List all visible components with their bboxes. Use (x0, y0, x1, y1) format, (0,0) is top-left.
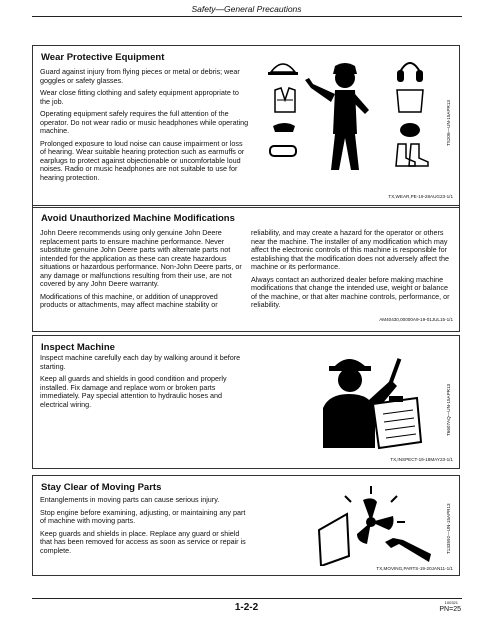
paragraph: Keep all guards and shields in good condition and properly installed. Fix damage and replace worn or broken parts immediately. Pay special attention to hydraulic hoses and electrical wiring. (40, 374, 227, 409)
reference-code: TX,WEAR,PE-19-28AUG23-1/1 (388, 194, 453, 199)
section-body-left (40, 229, 246, 314)
section-title: Stay Clear of Moving Parts (41, 482, 162, 493)
reference-code: TX,MOVING,PARTS-19-20JAN11-1/1 (376, 566, 453, 571)
paragraph: Prolonged exposure to loud noise can cause impairment or loss of hearing. Wear suitable hearing protection such as earmuffs or earplugs to protect against objectionable or uncomfortable loud noises. Radio or music headphones are not suitable to use for hearing protection. (40, 138, 245, 182)
header-rule (32, 16, 462, 17)
section-body-right (251, 229, 455, 314)
paragraph: Inspect machine carefully each day by walking around it before starting. (40, 353, 241, 371)
paragraph: Modifications of this machine, or addition of unapproved products or attachments, may affect machine stability or (40, 291, 218, 309)
inspect-machine-section (32, 335, 460, 469)
paragraph: John Deere recommends using only genuine John Deere replacement parts to ensure machine performance. Never substitute genuine John Deere parts with alternate parts not intended for the application as these can create hazardous situations or hazardous performance. Non-John Deere parts, or any damage or malfunctions resulting from their use, are not covered by any John Deere warranty. (40, 228, 242, 288)
paragraph: Wear close fitting clothing and safety equipment appropriate to the job. (40, 88, 239, 106)
moving-parts-illustration (313, 482, 431, 566)
illustration-code: T6607AQ—UN‐15APR13 (446, 383, 451, 436)
wear-protective-section (32, 45, 460, 208)
page-number: 1-2-2 (234, 602, 259, 613)
paragraph: Operating equipment safely requires the full attention of the operator. Do not wear radio or music headphones while operating machine. (40, 109, 249, 135)
section-title: Inspect Machine (41, 342, 115, 353)
pn-label: PN=25 (439, 606, 461, 613)
inspector-illustration (309, 344, 429, 452)
section-title: Avoid Unauthorized Machine Modifications (41, 213, 235, 224)
section-body (40, 354, 252, 413)
paragraph: reliability, and may create a hazard for the operator or others near the machine. The installer of any modification which may affect the electronic controls of this machine is responsible for establishing that the modification does not adversely affect the machine or its performance. (251, 228, 450, 271)
illustration-code: TS206—UN‐15APR13 (446, 100, 451, 146)
page-header: Safety—General Precautions (191, 4, 302, 14)
paragraph: Stop engine before examining, adjusting, or maintaining any part of machine with moving parts. (40, 507, 246, 525)
footer-rule (32, 598, 462, 599)
section-body (40, 496, 252, 559)
paragraph: Guard against injury from flying pieces or metal or debris; wear goggles or safety glasses. (40, 67, 240, 85)
illustration-code: T133592—UN‐15APR13 (446, 503, 451, 554)
protective-equipment-illustration (265, 54, 435, 172)
moving-parts-section (32, 475, 460, 576)
machine-modifications-section (32, 205, 460, 332)
footer-code: 100321 (444, 600, 458, 605)
reference-code: TX,INSPECT-19-18MAY23-1/1 (390, 457, 453, 462)
reference-code: AM40430,00000A9-19-01JUL15-1/1 (379, 317, 453, 322)
paragraph: Entanglements in moving parts can cause serious injury. (40, 495, 220, 504)
paragraph: Always contact an authorized dealer before making machine modifications that change the intended use, weight or balance of the machine, or that alter machine controls, performance, or reliability. (251, 274, 450, 309)
section-title: Wear Protective Equipment (41, 52, 165, 63)
section-body (40, 68, 250, 186)
paragraph: Keep guards and shields in place. Replace any guard or shield that has been removed for access as soon as service or repair is complete. (40, 528, 246, 555)
